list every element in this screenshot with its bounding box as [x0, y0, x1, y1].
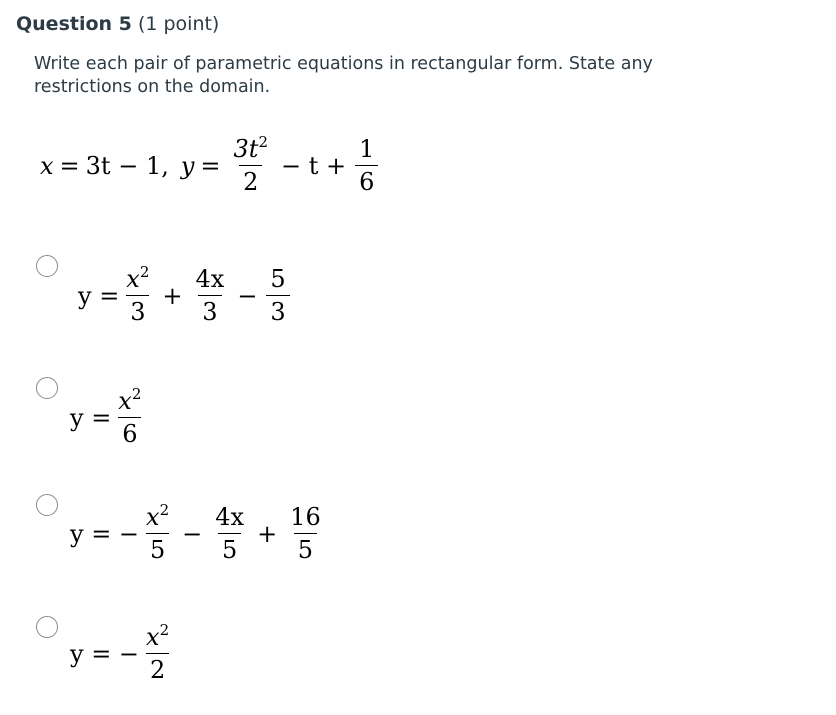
option-c-op1: − — [182, 519, 203, 548]
given-frac2-denominator: 6 — [355, 165, 378, 195]
option-d-lhs: y = − — [70, 639, 140, 668]
option-a-fraction-1 — [122, 263, 153, 326]
option-a-fraction-2 — [192, 266, 229, 325]
option-a-f3-num: 5 — [270, 265, 286, 293]
option-c-f1-exp: 2 — [159, 501, 170, 519]
option-a-f2-den: 3 — [198, 295, 221, 325]
question-header — [16, 13, 219, 35]
option-c-f3-num: 16 — [290, 503, 321, 531]
given-y-equals: = — [200, 151, 221, 180]
given-frac2-numerator: 1 — [359, 135, 375, 163]
option-d-f1-den: 2 — [146, 653, 169, 683]
option-a-f2-num: 4x — [195, 265, 225, 293]
option-b-lhs: y = — [70, 403, 112, 432]
option-d-f1-exp: 2 — [159, 621, 170, 639]
given-x-var: x — [40, 151, 54, 180]
option-a-f3-den: 3 — [266, 295, 289, 325]
given-fraction-1 — [230, 133, 272, 196]
option-a-lhs: y = — [78, 281, 120, 310]
option-a-op1: + — [162, 281, 183, 310]
option-c-f1-num: x — [146, 503, 160, 531]
option-d-f1-num: x — [146, 623, 160, 651]
option-b-equation[interactable] — [70, 385, 148, 448]
option-a-radio[interactable] — [36, 255, 58, 277]
option-c-equation[interactable] — [70, 501, 328, 564]
given-x-expression: 3t − 1, — [85, 151, 169, 180]
option-c-f2-num: 4x — [215, 503, 245, 531]
option-b-f1-num: x — [118, 387, 132, 415]
question-points: (1 point) — [137, 13, 220, 35]
given-equations — [40, 133, 381, 196]
option-a-f1-num: x — [126, 265, 140, 293]
given-equals: = — [59, 151, 80, 180]
option-b-f1-den: 6 — [118, 417, 141, 447]
given-fraction-2 — [355, 136, 378, 195]
given-frac1-numerator: 3t — [233, 135, 259, 163]
option-d-radio[interactable] — [36, 616, 58, 638]
option-a-fraction-3 — [266, 266, 289, 325]
option-d-equation[interactable] — [70, 621, 176, 684]
option-b-f1-exp: 2 — [131, 385, 142, 403]
option-c-op2: + — [257, 519, 278, 548]
question-prompt: Write each pair of parametric equations in rectangular form. State any restrictions on the domain. — [34, 54, 653, 97]
option-c-f1-den: 5 — [146, 533, 169, 563]
option-b-radio[interactable] — [36, 377, 58, 399]
option-a-f1-den: 3 — [126, 295, 149, 325]
option-c-f2-den: 5 — [218, 533, 241, 563]
option-a-op2: − — [237, 281, 258, 310]
option-c-radio[interactable] — [36, 494, 58, 516]
option-a-equation[interactable] — [78, 263, 293, 326]
option-c-f3-den: 5 — [294, 533, 317, 563]
given-y-var: y — [180, 151, 195, 180]
option-b-fraction-1 — [114, 385, 145, 448]
option-c-fraction-2 — [211, 504, 248, 563]
given-frac1-denominator: 2 — [239, 165, 262, 195]
question-number: Question 5 — [16, 13, 132, 35]
given-frac1-exponent: 2 — [258, 133, 268, 151]
option-d-fraction-1 — [142, 621, 173, 684]
given-middle-terms: − t + — [280, 151, 347, 180]
option-c-lhs: y = − — [70, 519, 140, 548]
option-c-fraction-3 — [286, 504, 325, 563]
option-c-fraction-1 — [142, 501, 173, 564]
option-a-f1-exp: 2 — [139, 263, 150, 281]
